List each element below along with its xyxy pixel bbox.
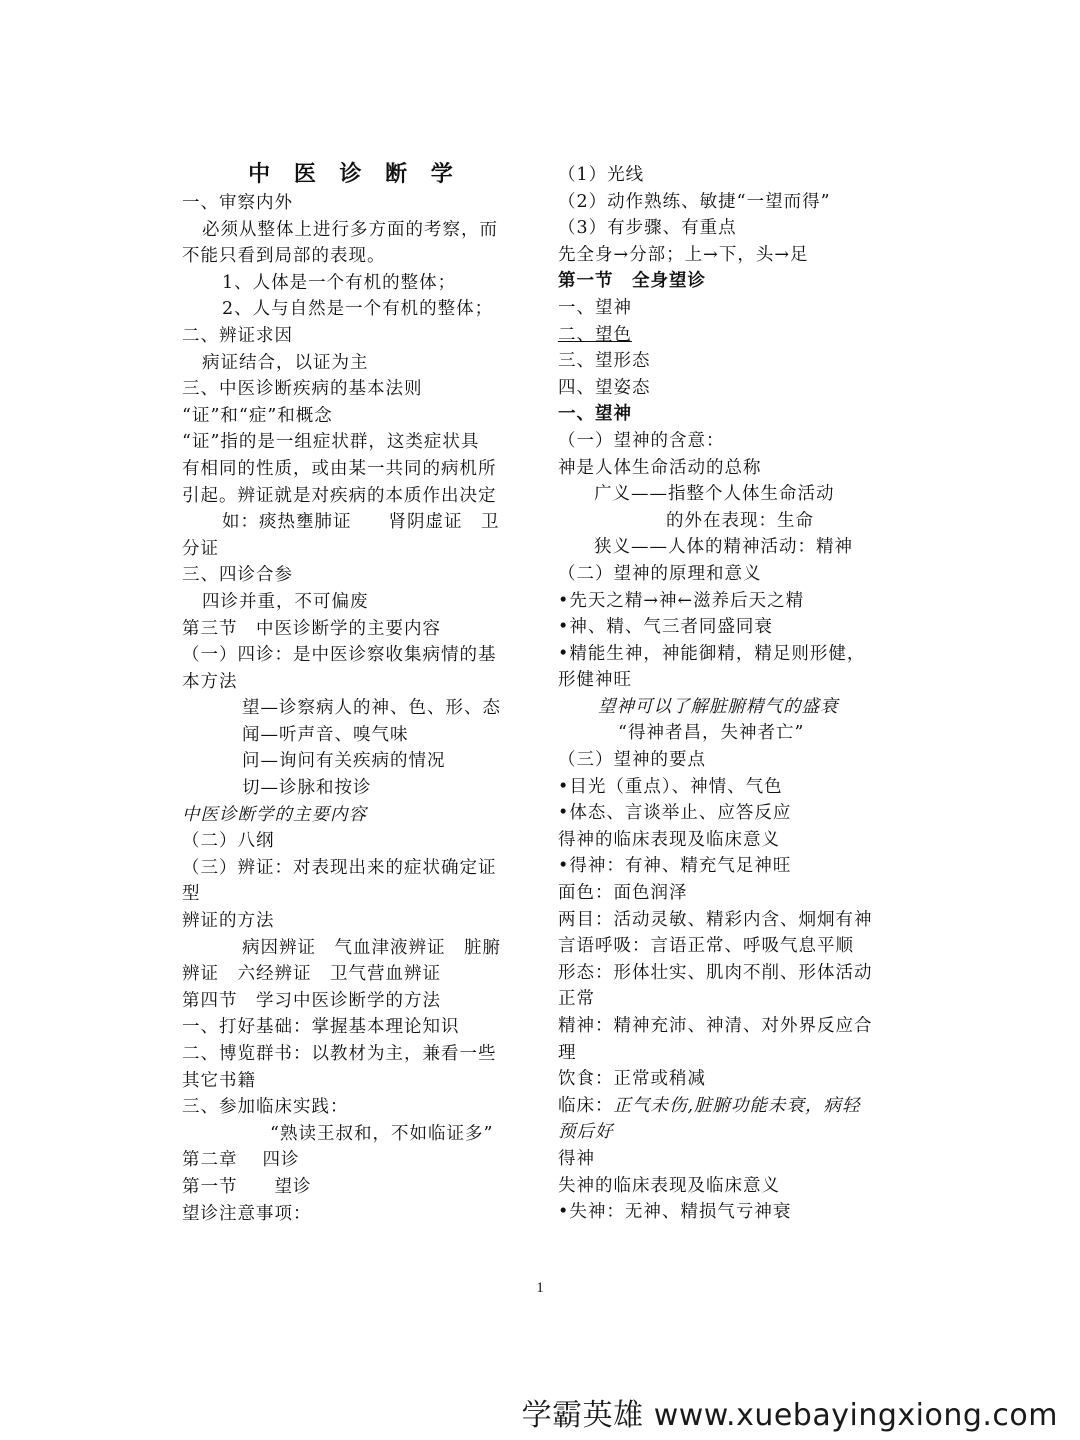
document-title: 中 医 诊 断 学 [248, 161, 461, 187]
text-line: （二）八纲 [182, 831, 275, 852]
text-line: 引起。辨证就是对疾病的本质作出决定 [182, 485, 497, 506]
text-line: 有相同的性质，或由某一共同的病机所 [182, 458, 497, 479]
page-number: 1 [536, 1280, 544, 1296]
text-line: •失神：无神、精损气亏神衰 [558, 1202, 792, 1223]
text-line: 第四节 学习中医诊断学的方法 [182, 990, 441, 1011]
watermark: 学霸英雄 www.xuebayingxiong.com [521, 1398, 1058, 1433]
text-line: 不能只看到局部的表现。 [182, 246, 386, 267]
text-line: 如：痰热壅肺证 肾阴虚证 卫 [222, 512, 500, 533]
text-line: （3）有步骤、有重点 [558, 218, 737, 239]
text-line: 饮食：正常或稍减 [558, 1069, 706, 1090]
text-line: “证”指的是一组症状群，这类症状具 [182, 432, 480, 453]
text-line: 一、望神 [558, 297, 632, 318]
text-line: 三、中医诊断疾病的基本法则 [182, 379, 423, 400]
text-line: 辨证 六经辨证 卫气营血辨证 [182, 964, 441, 985]
text-line: 二、博览群书：以教材为主，兼看一些 [182, 1044, 497, 1064]
text-line: （一）四诊：是中医诊察收集病情的基 [182, 645, 497, 666]
text-line: 本方法 [182, 671, 238, 692]
text-fragment: 临床： [558, 1095, 614, 1116]
left-column [182, 158, 527, 1227]
text-line: •先天之精→神←滋养后天之精 [558, 590, 805, 611]
text-line: 一、打好基础：掌握基本理论知识 [182, 1017, 460, 1038]
text-line: 切—诊脉和按诊 [242, 778, 372, 799]
text-line: 第二章 四诊 [182, 1150, 300, 1171]
text-line: •神、精、气三者同盛同衰 [558, 617, 773, 638]
text-line: 四、望姿态 [558, 377, 651, 398]
text-line: 1、人体是一个有机的整体； [222, 272, 457, 293]
text-line: 中医诊断学的主要内容 [182, 804, 367, 825]
text-line: 第三节 中医诊断学的主要内容 [182, 618, 441, 639]
section-heading: 第一节 全身望诊 [558, 271, 706, 292]
text-line: 得神的临床表现及临床意义 [558, 829, 780, 850]
text-line: 二、望色 [558, 324, 632, 345]
text-line: 广义——指整个人体生命活动 [594, 484, 835, 505]
text-line: 三、四诊合参 [182, 565, 293, 586]
text-line: （三）辨证：对表现出来的症状确定证 [182, 857, 497, 878]
text-line: 面色：面色润泽 [558, 883, 688, 904]
text-line: 望诊注意事项： [182, 1203, 312, 1224]
text-line: 形健神旺 [558, 670, 632, 691]
text-line: 理 [558, 1042, 577, 1063]
text-line: 闻—听声音、嗅气味 [242, 724, 409, 745]
text-line: （一）望神的含意： [558, 430, 725, 451]
text-line: 失神的临床表现及临床意义 [558, 1175, 780, 1196]
text-line: 必须从整体上进行多方面的考察，而 [202, 219, 498, 240]
text-line: 望神可以了解脏腑精气的盛衰 [598, 696, 839, 717]
text-line: （三）望神的要点 [558, 750, 706, 771]
text-line: 三、望形态 [558, 351, 651, 372]
text-line: 其它书籍 [182, 1070, 256, 1091]
text-line: 言语呼吸：言语正常、呼吸气息平顺 [558, 936, 854, 957]
section-heading: 一、望神 [558, 404, 632, 425]
text-line: 神是人体生命活动的总称 [558, 457, 762, 478]
text-line [558, 1093, 903, 1120]
text-line: •精能生神，神能御精，精足则形健， [558, 643, 866, 664]
text-line: 精神：精神充沛、神清、对外界反应合 [558, 1016, 873, 1036]
text-line: 预后好 [558, 1122, 614, 1143]
text-line: 得神 [558, 1148, 595, 1169]
text-line: （二）望神的原理和意义 [558, 563, 762, 584]
text-line: 三、参加临床实践： [182, 1097, 349, 1118]
text-line: 狭义——人体的精神活动：精神 [594, 537, 853, 558]
text-line: 型 [182, 884, 201, 905]
right-column [558, 162, 903, 1226]
text-line: 两目：活动灵敏、精彩内含、炯炯有神 [558, 909, 873, 930]
text-line: “证”和“症”和概念 [182, 405, 333, 426]
text-line: （2）动作熟练、敏捷“一望而得” [558, 191, 831, 212]
text-line: 一、审察内外 [182, 193, 293, 213]
text-line: •得神：有神、精充气足神旺 [558, 856, 792, 877]
text-line: 二、辨证求因 [182, 325, 293, 346]
text-line: 望—诊察病人的神、色、形、态 [242, 698, 501, 719]
text-line: 分证 [182, 538, 219, 559]
text-fragment: 正气未伤,脏腑功能未衰，病轻 [613, 1095, 861, 1116]
text-line: “熟读王叔和，不如临证多” [270, 1123, 494, 1144]
text-line: 病证结合，以证为主 [202, 352, 369, 373]
text-line: 四诊并重，不可偏废 [202, 591, 369, 612]
text-line: 先全身→分部；上→下，头→足 [558, 244, 809, 265]
text-line: “得神者昌，失神者亡” [618, 723, 805, 744]
text-line: 问—询问有关疾病的情况 [242, 751, 446, 772]
text-line: 形态：形体壮实、肌肉不削、形体活动 [558, 962, 873, 983]
text-line: 正常 [558, 989, 595, 1010]
text-line: 第一节 望诊 [182, 1176, 312, 1197]
text-line: 2、人与自然是一个有机的整体； [222, 299, 494, 320]
text-line: •体态、言谈举止、应答反应 [558, 803, 792, 824]
text-line: •目光（重点）、神情、气色 [558, 776, 783, 797]
text-line: 的外在表现：生命 [666, 510, 814, 531]
text-line: （1）光线 [558, 165, 645, 185]
text-line: 病因辨证 气血津液辨证 脏腑 [242, 937, 501, 958]
text-line: 辨证的方法 [182, 911, 275, 932]
